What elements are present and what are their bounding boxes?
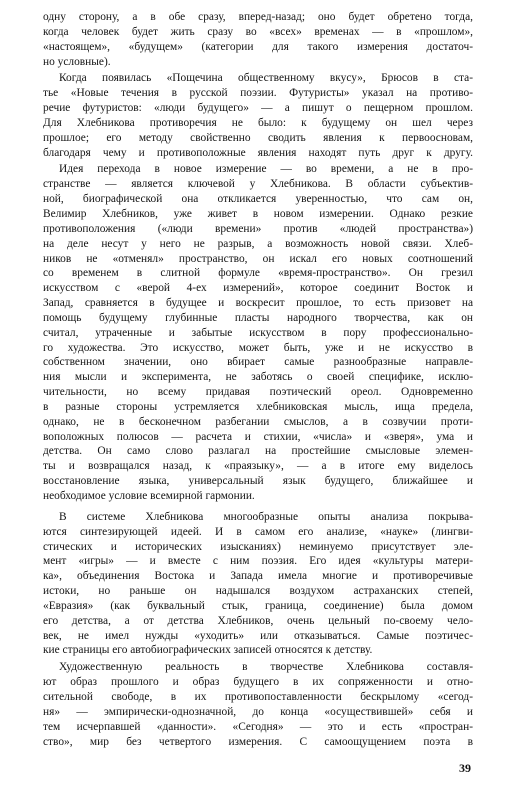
text-line: странстве — является ключевой у Хлебникова. В области субъектив- (43, 178, 473, 191)
text-line: век, не имел нужды «уходить» или отказываться. Самые поэтичес- (43, 629, 473, 642)
text-line: однако, не в бесконечном разбегании смыслов, а в созвучии проти- (43, 415, 473, 428)
text-line: тье «Новые течения в русской поэзии. Футуристы» указал на противо- (43, 87, 473, 100)
text-line: истоки, но раньше он надышался воздухом астраханских степей, (43, 585, 473, 598)
text-line: сительной свободе, в их противопоставленности бескрылому «сегод- (43, 690, 473, 703)
text-line: Художественную реальность в творчестве Хлебникова составля- (59, 661, 473, 674)
paragraph-3 (43, 162, 473, 503)
text-line: искусством с «верой 4-ех измерений», которое соединит Восток и (43, 282, 473, 295)
text-line: помощь будущему глубинные пласты народного творчества, как он (43, 311, 473, 324)
text-line: ния мысли и эксперимента, не заботясь о своей специфике, исклю- (43, 371, 473, 384)
paragraph-1 (43, 10, 473, 69)
page-text (43, 10, 473, 749)
text-line: но условные). (43, 55, 111, 68)
text-line: го художества. Это искусство, может быть, уже и не искусство в (43, 341, 473, 354)
text-line: со временем в слитной формуле «время-пространство». Он грезил (43, 267, 473, 280)
text-line: чительности, но всему придавая поэтический ореол. Одновременно (43, 386, 473, 399)
text-line: мент «игры» — и вместе с ним поэзия. Его идея «культуры матери- (43, 555, 473, 568)
page-number: 39 (459, 761, 471, 775)
text-line: на деле несут у него не разрыв, а возможность новой связи. Хлеб- (43, 237, 473, 250)
text-line: восстановление языка, универсальный язык будущего, ближайшее и (43, 475, 473, 488)
text-line: прошлое; его методу свойственно сводить явления к первоосновам, (43, 131, 473, 144)
text-line: Для Хлебникова противоречия не было: к будущему он шел через (43, 116, 473, 129)
text-line: ются синтезирующей идеей. И в самом его анализе, «науке» (лингви- (43, 525, 473, 538)
text-line: одну сторону, а в обе сразу, вперед-назад; оно будет обретено тогда, (43, 11, 473, 23)
text-line: тем исчерпавшей «данности». «Сегодня» — это и есть «простран- (43, 720, 473, 733)
text-line: ют образ прошлого и образ будущего в их сопряженности и отно- (43, 676, 473, 689)
text-line: когда человек будет жить сразу во «всех» временах — в «прошлом», (43, 25, 473, 38)
text-line: речие футуристов: «люди будущего» — а пишут о пещерном прошлом. (43, 102, 473, 115)
text-line: ников не «отменял» пространство, он искал его новых соотношений (43, 252, 473, 265)
text-line: его детства, а от детства Хлебников, очень цельный по-своему чело- (43, 614, 473, 627)
text-line: в разные стороны устремляется хлебниковская мысль, ища предела, (43, 400, 473, 413)
text-line: ной, биографической она откликается уверенностью, что сам он, (43, 193, 473, 206)
text-line: ня» — эмпирически-однозначной, до конца «осуществившей» себя и (43, 705, 473, 718)
text-line: «Евразия» (как буквальный стык, граница, соединение) была домом (43, 599, 473, 612)
text-line: детства. Он само слово разлагал на простейшие смысловые элемен- (43, 445, 473, 458)
text-line: необходимое условие всемирной гармонии. (43, 490, 255, 502)
text-line: благодаря чему и противоположные явления находят путь друг к другу. (43, 146, 473, 159)
text-line: ство», мир без четвертого измерения. С самоощущением поэта в (43, 735, 473, 748)
text-line: «настоящем», «будущем» (категории для такого измерения достаточ- (43, 40, 473, 53)
text-line: противоположения («люди времени» против «людей пространства») (43, 222, 473, 235)
text-line: стических и исторических изысканиях) неминуемо присутствует эле- (43, 540, 473, 553)
text-line: кие страницы его автобиографических записей относятся к детству. (43, 644, 373, 657)
text-line: воположных полюсов — расчета и стихии, «числа» и «зверя», ума и (43, 430, 473, 443)
text-line: собственном значении, оно вбирает самые разнообразные направле- (43, 356, 473, 369)
text-line: Велимир Хлебников, уже живет в новом измерении. Однако резкие (43, 207, 473, 220)
paragraph-4 (43, 510, 473, 658)
paragraph-2 (43, 71, 473, 160)
text-line: В системе Хлебникова многообразные опыты анализа покрыва- (59, 510, 473, 523)
text-line: Запад, сравняется в будущее и воскресит прошлое, то есть призовет на (43, 297, 473, 310)
text-line: Идея перехода в новое измерение — во времени, а не в про- (59, 163, 473, 176)
paragraph-5 (43, 660, 473, 749)
text-line: считал, утраченные и забытые искусством в пору профессионально- (43, 326, 473, 339)
text-line: Когда появилась «Пощечина общественному вкусу», Брюсов в ста- (59, 72, 473, 85)
text-line: ка», объединения Востока и Запада имела многие и противоречивые (43, 570, 473, 583)
text-line: ты и возвращался назад, к «праязыку», — а в итоге ему виделось (43, 460, 473, 473)
